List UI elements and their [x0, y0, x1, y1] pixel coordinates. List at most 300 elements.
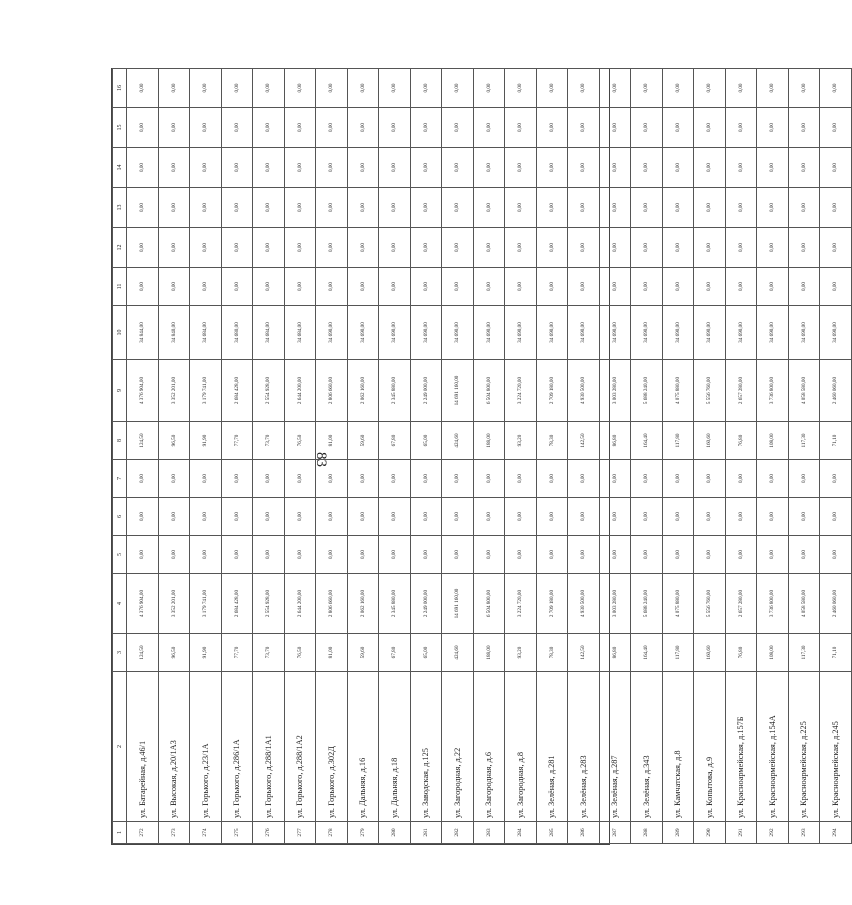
housing-table [112, 68, 852, 844]
value-cell: 2 460 060,00 [820, 574, 852, 634]
value-cell: 117,80 [662, 422, 694, 460]
value-cell: 2 345 880,00 [379, 574, 411, 634]
value-cell: 6 504 800,00 [473, 574, 505, 634]
value-cell: 34 680,00 [221, 306, 253, 360]
value-cell: 34 690,00 [820, 306, 852, 360]
value-cell: 14 691 160,00 [442, 360, 474, 422]
value-cell: 0,00 [599, 460, 631, 498]
value-cell: 0,00 [694, 69, 726, 108]
value-cell: 0,00 [158, 148, 190, 188]
value-cell: 0,00 [253, 536, 285, 574]
value-cell: 0,00 [410, 148, 442, 188]
value-cell: 0,00 [568, 148, 600, 188]
value-cell: 0,00 [379, 188, 411, 228]
value-cell: 0,00 [757, 268, 789, 306]
value-cell: 34 690,00 [788, 306, 820, 360]
value-cell: 3 179 741,00 [190, 574, 222, 634]
value-cell: 34 690,00 [568, 306, 600, 360]
address-cell: ул. Горького, д.23/1А [190, 672, 222, 822]
value-cell: 0,00 [347, 108, 379, 148]
value-cell: 34 684,00 [284, 306, 316, 360]
value-cell: 0,00 [662, 228, 694, 268]
value-cell: 0,00 [725, 460, 757, 498]
table-row [631, 69, 663, 844]
value-cell: 0,00 [190, 69, 222, 108]
table-row [410, 69, 442, 844]
value-cell: 93,20 [505, 422, 537, 460]
value-cell: 0,00 [599, 108, 631, 148]
value-cell: 2 684 428,00 [221, 360, 253, 422]
value-cell: 0,00 [473, 108, 505, 148]
value-cell: 108,00 [757, 422, 789, 460]
value-cell: 81,00 [316, 422, 348, 460]
page-number-text: 83 [312, 452, 329, 467]
value-cell: 0,00 [473, 188, 505, 228]
value-cell: 0,00 [473, 228, 505, 268]
value-cell: 0,00 [631, 536, 663, 574]
value-cell: 0,00 [253, 188, 285, 228]
value-cell: 96,50 [158, 422, 190, 460]
address-cell: ул. Горького, д.286/1А [221, 672, 253, 822]
value-cell: 0,00 [568, 536, 600, 574]
value-cell: 0,00 [725, 108, 757, 148]
value-cell: 0,00 [410, 460, 442, 498]
value-cell: 67,80 [379, 422, 411, 460]
value-cell: 76,80 [725, 634, 757, 672]
value-cell: 0,00 [473, 498, 505, 536]
value-cell: 6 504 800,00 [473, 360, 505, 422]
table-row [316, 69, 348, 844]
col-header: 14 [113, 148, 127, 188]
row-number-cell: 273 [158, 822, 190, 844]
row-number-cell: 290 [694, 822, 726, 844]
value-cell: 0,00 [694, 460, 726, 498]
value-cell: 0,00 [662, 498, 694, 536]
value-cell: 34 840,00 [158, 306, 190, 360]
value-cell: 34 690,00 [631, 306, 663, 360]
address-cell: ул. Горького, д.302Д [316, 672, 348, 822]
address-cell: ул. Горького, д.288/1А1 [253, 672, 285, 822]
table-row [473, 69, 505, 844]
value-cell: 14 691 160,00 [442, 574, 474, 634]
value-cell: 0,00 [725, 228, 757, 268]
value-cell: 0,00 [631, 460, 663, 498]
value-cell: 2 554 928,00 [253, 360, 285, 422]
value-cell: 91,90 [190, 634, 222, 672]
value-cell: 0,00 [662, 536, 694, 574]
row-number-cell: 280 [379, 822, 411, 844]
value-cell: 0,00 [662, 148, 694, 188]
value-cell: 160,60 [694, 422, 726, 460]
value-cell: 34 690,00 [536, 306, 568, 360]
address-cell: ул. Дальняя, д.18 [379, 672, 411, 822]
value-cell: 0,00 [662, 460, 694, 498]
value-cell: 0,00 [505, 148, 537, 188]
value-cell: 0,00 [158, 108, 190, 148]
value-cell: 34 684,00 [253, 306, 285, 360]
row-number-cell: 291 [725, 822, 757, 844]
value-cell: 3 224 720,00 [505, 360, 537, 422]
housing-table-rotated [112, 69, 840, 844]
address-cell: ул. Красноармейская, д.225 [788, 672, 820, 822]
address-cell: ул. Заводская, д.125 [410, 672, 442, 822]
table-row [347, 69, 379, 844]
value-cell: 0,00 [284, 498, 316, 536]
value-cell: 0,00 [221, 69, 253, 108]
value-cell: 117,80 [662, 634, 694, 672]
value-cell: 0,00 [631, 188, 663, 228]
value-cell: 0,00 [473, 69, 505, 108]
address-cell: ул. Зелёная, д.283 [568, 672, 600, 822]
value-cell: 0,00 [568, 228, 600, 268]
value-cell: 0,00 [253, 460, 285, 498]
value-cell: 0,00 [190, 228, 222, 268]
value-cell: 0,00 [379, 268, 411, 306]
value-cell: 0,00 [221, 536, 253, 574]
value-cell: 0,00 [190, 460, 222, 498]
value-cell: 0,00 [379, 536, 411, 574]
value-cell: 0,00 [253, 498, 285, 536]
value-cell: 0,00 [190, 268, 222, 306]
value-cell: 0,00 [757, 536, 789, 574]
row-number-cell: 292 [757, 822, 789, 844]
row-number-cell: 288 [631, 822, 663, 844]
value-cell: 86,80 [599, 634, 631, 672]
value-cell: 4 075 880,00 [662, 360, 694, 422]
value-cell: 34 690,00 [379, 306, 411, 360]
value-cell: 0,00 [127, 69, 159, 108]
table-row [536, 69, 568, 844]
value-cell: 0,00 [505, 536, 537, 574]
value-cell: 77,70 [221, 634, 253, 672]
value-cell: 0,00 [788, 108, 820, 148]
value-cell: 0,00 [410, 228, 442, 268]
value-cell: 0,00 [284, 69, 316, 108]
value-cell: 0,00 [379, 498, 411, 536]
value-cell: 0,00 [442, 228, 474, 268]
value-cell: 0,00 [221, 188, 253, 228]
value-cell: 0,00 [347, 498, 379, 536]
address-cell: ул. Загородная, д.6 [473, 672, 505, 822]
header-row [113, 69, 127, 844]
value-cell: 142,50 [568, 634, 600, 672]
value-cell: 0,00 [221, 498, 253, 536]
value-cell: 2 460 060,00 [820, 360, 852, 422]
row-number-cell: 272 [127, 822, 159, 844]
value-cell: 4 930 500,00 [568, 360, 600, 422]
value-cell: 0,00 [599, 268, 631, 306]
value-cell: 0,00 [253, 228, 285, 268]
value-cell: 0,00 [757, 108, 789, 148]
row-number-cell: 286 [568, 822, 600, 844]
value-cell: 0,00 [820, 268, 852, 306]
table-row [127, 69, 159, 844]
value-cell: 0,00 [662, 108, 694, 148]
value-cell: 160,60 [694, 634, 726, 672]
value-cell: 0,00 [757, 228, 789, 268]
value-cell: 0,00 [757, 69, 789, 108]
value-cell: 3 003 280,00 [599, 360, 631, 422]
value-cell: 0,00 [347, 536, 379, 574]
row-number-cell: 281 [410, 822, 442, 844]
value-cell: 0,00 [757, 498, 789, 536]
value-cell: 0,00 [284, 228, 316, 268]
table-row [788, 69, 820, 844]
value-cell: 0,00 [662, 69, 694, 108]
value-cell: 0,00 [190, 498, 222, 536]
value-cell: 0,00 [127, 268, 159, 306]
value-cell: 0,00 [536, 148, 568, 188]
value-cell: 59,60 [347, 422, 379, 460]
value-cell: 0,00 [631, 228, 663, 268]
value-cell: 0,00 [505, 228, 537, 268]
value-cell: 2 062 160,00 [347, 360, 379, 422]
address-cell: ул. Копытова, д.9 [694, 672, 726, 822]
value-cell: 0,00 [631, 498, 663, 536]
value-cell: 0,00 [347, 460, 379, 498]
value-cell: 0,00 [316, 228, 348, 268]
address-cell: ул. Красноармейская, д.245 [820, 672, 852, 822]
col-header: 13 [113, 188, 127, 228]
value-cell: 0,00 [190, 148, 222, 188]
value-cell: 81,00 [316, 634, 348, 672]
row-number-cell: 293 [788, 822, 820, 844]
value-cell: 0,00 [820, 108, 852, 148]
value-cell: 0,00 [662, 188, 694, 228]
value-cell: 164,40 [631, 422, 663, 460]
row-number-cell: 277 [284, 822, 316, 844]
value-cell: 0,00 [631, 69, 663, 108]
value-cell: 0,00 [599, 228, 631, 268]
address-cell: ул. Загородная, д.8 [505, 672, 537, 822]
row-number-cell: 279 [347, 822, 379, 844]
value-cell: 2 709 180,00 [536, 360, 568, 422]
row-number-cell: 275 [221, 822, 253, 844]
value-cell: 0,00 [820, 69, 852, 108]
value-cell: 3 179 741,00 [190, 360, 222, 422]
address-cell: ул. Дальняя, д.16 [347, 672, 379, 822]
col-header: 8 [113, 422, 127, 460]
value-cell: 0,00 [820, 498, 852, 536]
value-cell: 0,00 [316, 498, 348, 536]
value-cell: 0,00 [505, 188, 537, 228]
value-cell: 34 690,00 [694, 306, 726, 360]
value-cell: 0,00 [694, 536, 726, 574]
value-cell: 0,00 [442, 148, 474, 188]
value-cell: 0,00 [347, 228, 379, 268]
value-cell: 0,00 [127, 498, 159, 536]
value-cell: 78,30 [536, 634, 568, 672]
value-cell: 424,60 [442, 634, 474, 672]
table-row [158, 69, 190, 844]
value-cell: 0,00 [820, 460, 852, 498]
value-cell: 0,00 [127, 536, 159, 574]
value-cell: 0,00 [473, 460, 505, 498]
value-cell: 2 644 200,00 [284, 574, 316, 634]
value-cell: 3 003 280,00 [599, 574, 631, 634]
value-cell: 0,00 [757, 460, 789, 498]
value-cell: 0,00 [505, 69, 537, 108]
value-cell: 0,00 [316, 536, 348, 574]
value-cell: 5 688 240,00 [631, 360, 663, 422]
value-cell: 0,00 [536, 536, 568, 574]
value-cell: 65,00 [410, 634, 442, 672]
table-body [127, 69, 852, 844]
table-row [757, 69, 789, 844]
value-cell: 3 736 800,00 [757, 360, 789, 422]
value-cell: 0,00 [158, 69, 190, 108]
value-cell: 0,00 [127, 148, 159, 188]
value-cell: 0,00 [505, 460, 537, 498]
value-cell: 34 684,00 [190, 306, 222, 360]
value-cell: 0,00 [536, 460, 568, 498]
col-header: 5 [113, 536, 127, 574]
value-cell: 0,00 [788, 536, 820, 574]
value-cell: 76,80 [725, 422, 757, 460]
value-cell: 77,70 [221, 422, 253, 460]
value-cell: 0,00 [253, 268, 285, 306]
value-cell: 0,00 [725, 148, 757, 188]
table-row [568, 69, 600, 844]
row-number-cell: 284 [505, 822, 537, 844]
value-cell: 0,00 [788, 148, 820, 188]
value-cell: 2 644 200,00 [284, 360, 316, 422]
value-cell: 76,50 [284, 634, 316, 672]
value-cell: 4 058 580,00 [788, 574, 820, 634]
value-cell: 0,00 [442, 268, 474, 306]
value-cell: 73,70 [253, 634, 285, 672]
row-number-cell: 287 [599, 822, 631, 844]
value-cell: 0,00 [410, 108, 442, 148]
value-cell: 4 376 904,00 [127, 360, 159, 422]
value-cell: 0,00 [158, 460, 190, 498]
value-cell: 3 224 720,00 [505, 574, 537, 634]
value-cell: 0,00 [410, 498, 442, 536]
value-cell: 0,00 [379, 460, 411, 498]
value-cell: 0,00 [284, 460, 316, 498]
value-cell: 0,00 [347, 69, 379, 108]
value-cell: 0,00 [347, 188, 379, 228]
col-header: 15 [113, 108, 127, 148]
value-cell: 4 930 500,00 [568, 574, 600, 634]
value-cell: 0,00 [694, 108, 726, 148]
value-cell: 0,00 [158, 268, 190, 306]
table-row [505, 69, 537, 844]
address-cell: ул. Зелёная, д.287 [599, 672, 631, 822]
value-cell: 0,00 [788, 69, 820, 108]
value-cell: 0,00 [316, 69, 348, 108]
value-cell: 0,00 [631, 108, 663, 148]
address-cell: ул. Зелёная, д.281 [536, 672, 568, 822]
value-cell: 5 688 240,00 [631, 574, 663, 634]
value-cell: 0,00 [788, 498, 820, 536]
value-cell: 0,00 [788, 228, 820, 268]
value-cell: 0,00 [284, 188, 316, 228]
value-cell: 0,00 [536, 108, 568, 148]
row-number-cell: 282 [442, 822, 474, 844]
value-cell: 0,00 [631, 268, 663, 306]
value-cell: 73,70 [253, 422, 285, 460]
value-cell: 0,00 [284, 536, 316, 574]
table-row [284, 69, 316, 844]
table-row [694, 69, 726, 844]
value-cell: 0,00 [631, 148, 663, 188]
value-cell: 2 806 660,00 [316, 360, 348, 422]
value-cell: 34 690,00 [442, 306, 474, 360]
value-cell: 0,00 [536, 228, 568, 268]
value-cell: 0,00 [316, 188, 348, 228]
value-cell: 424,60 [442, 422, 474, 460]
address-cell: ул. Высокая, д.20/1А3 [158, 672, 190, 822]
value-cell: 0,00 [725, 536, 757, 574]
value-cell: 34 690,00 [757, 306, 789, 360]
value-cell: 4 058 580,00 [788, 360, 820, 422]
value-cell: 3 736 800,00 [757, 574, 789, 634]
value-cell: 34 690,00 [725, 306, 757, 360]
housing-table-frame [111, 68, 840, 845]
value-cell: 0,00 [694, 228, 726, 268]
value-cell: 2 345 880,00 [379, 360, 411, 422]
value-cell: 0,00 [253, 69, 285, 108]
value-cell: 4 376 904,00 [127, 574, 159, 634]
value-cell: 0,00 [379, 108, 411, 148]
value-cell: 0,00 [536, 268, 568, 306]
value-cell: 0,00 [725, 188, 757, 228]
value-cell: 67,80 [379, 634, 411, 672]
value-cell: 0,00 [568, 108, 600, 148]
value-cell: 2 062 160,00 [347, 574, 379, 634]
value-cell: 2 806 660,00 [316, 574, 348, 634]
value-cell: 0,00 [568, 69, 600, 108]
row-number-cell: 294 [820, 822, 852, 844]
col-header: 1 [113, 822, 127, 844]
address-cell: ул. Загородная, д.22 [442, 672, 474, 822]
value-cell: 91,90 [190, 422, 222, 460]
value-cell: 0,00 [379, 148, 411, 188]
address-cell: ул. Зелёная, д.343 [631, 672, 663, 822]
value-cell: 0,00 [127, 228, 159, 268]
row-number-cell: 289 [662, 822, 694, 844]
value-cell: 71,10 [820, 422, 852, 460]
value-cell: 96,50 [158, 634, 190, 672]
address-cell: ул. Горького, д.288/1А2 [284, 672, 316, 822]
value-cell: 164,40 [631, 634, 663, 672]
value-cell: 0,00 [725, 268, 757, 306]
value-cell: 0,00 [410, 268, 442, 306]
value-cell: 142,50 [568, 422, 600, 460]
value-cell: 0,00 [442, 460, 474, 498]
value-cell: 0,00 [316, 148, 348, 188]
row-number-cell: 278 [316, 822, 348, 844]
col-header: 9 [113, 360, 127, 422]
value-cell: 0,00 [190, 108, 222, 148]
value-cell: 0,00 [127, 108, 159, 148]
value-cell: 0,00 [379, 228, 411, 268]
value-cell: 0,00 [221, 148, 253, 188]
row-number-cell: 274 [190, 822, 222, 844]
value-cell: 0,00 [284, 108, 316, 148]
address-cell: ул. Батарейная, д.46/1 [127, 672, 159, 822]
value-cell: 34 690,00 [505, 306, 537, 360]
value-cell: 0,00 [190, 536, 222, 574]
col-header: 10 [113, 306, 127, 360]
value-cell: 0,00 [379, 69, 411, 108]
value-cell: 0,00 [536, 498, 568, 536]
value-cell: 0,00 [536, 188, 568, 228]
value-cell: 2 684 428,00 [221, 574, 253, 634]
value-cell: 0,00 [127, 188, 159, 228]
col-header: 12 [113, 228, 127, 268]
